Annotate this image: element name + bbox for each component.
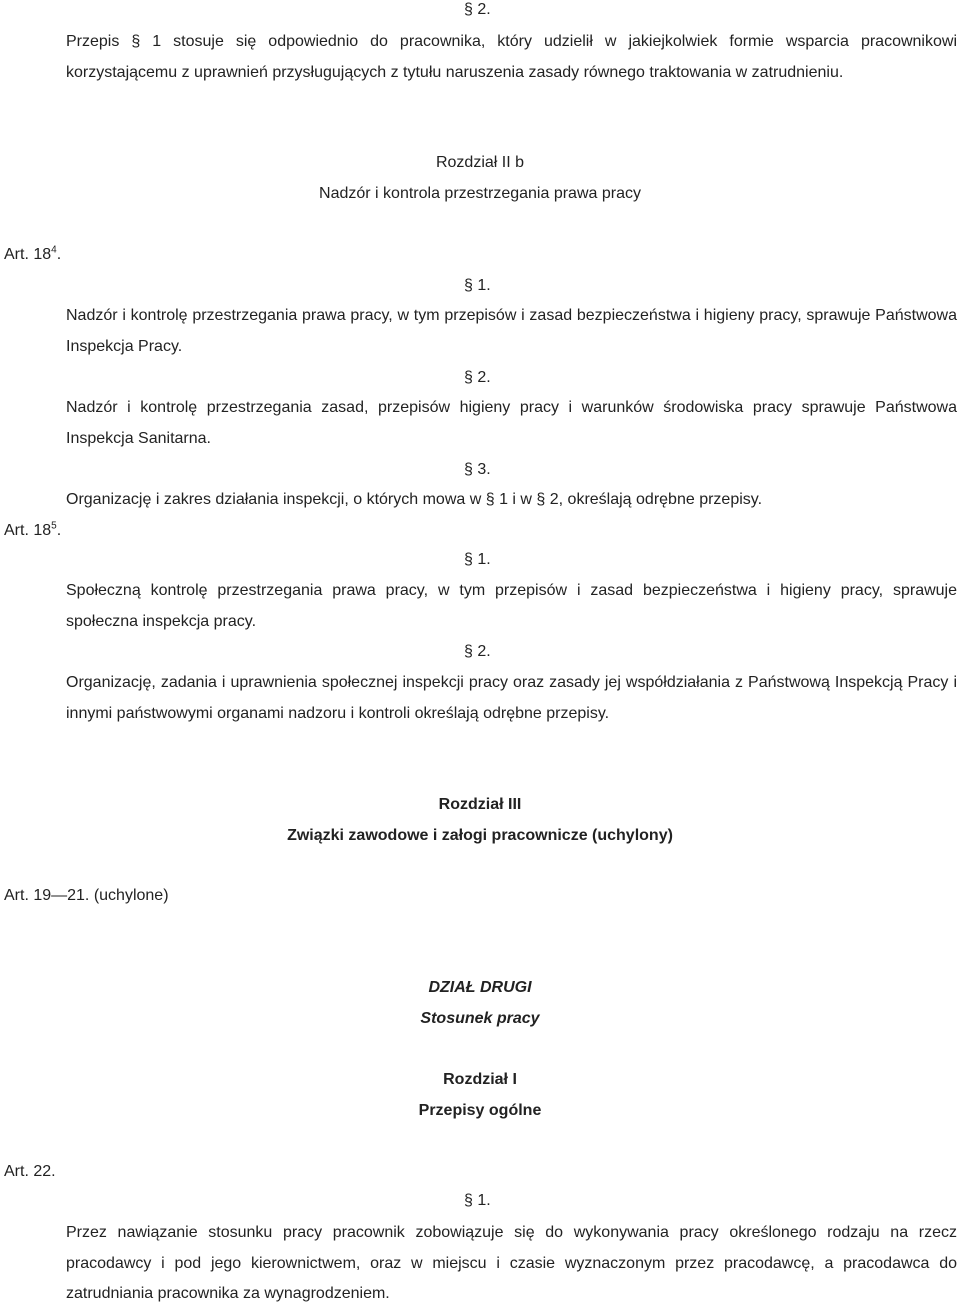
section-number: § 1.	[464, 277, 491, 294]
article-label: Art. $18^4$.	[4, 244, 62, 263]
chapter-title: Nadzór i kontrola przestrzegania prawa pracy	[319, 185, 641, 202]
section-number: § 1.	[464, 1192, 491, 1209]
chapter-heading: Rozdział III	[438, 796, 522, 813]
paragraph-text: Nadzór i kontrolę przestrzegania zasad, przepisów higieny pracy i warunków środowiska pracy sprawuje Państwowa Inspekcja Sanitarna.	[66, 399, 957, 447]
article-label: Art. $18^5$.	[4, 520, 62, 539]
division-title: Stosunek pracy	[420, 1010, 540, 1027]
paragraph-text: Organizację, zadania i uprawnienia społecznej inspekcji pracy oraz zasady jej współdziałania z Państwową Inspekcją Pracy i innymi państwowymi organami nadzoru i kontroli określają odrębne przepisy.	[66, 674, 957, 722]
division-heading: DZIAŁ DRUGI	[428, 979, 532, 996]
paragraph-text: Organizację i zakres działania inspekcji, o których mowa w § 1 i w § 2, określają odrębne przepisy.	[66, 491, 763, 508]
section-number: § 2.	[464, 643, 491, 660]
chapter-heading: Rozdział II b	[435, 154, 525, 171]
paragraph-text: Społeczną kontrolę przestrzegania prawa pracy, w tym przepisów i zasad bezpieczeństwa i higieny pracy, sprawuje społeczna inspekcja pracy.	[66, 582, 957, 630]
paragraph-text: Przez nawiązanie stosunku pracy pracownik zobowiązuje się do wykonywania pracy określonego rodzaju na rzecz pracodawcy i pod jego kierownictwem, oraz w miejscu i czasie wyznaczonym przez pracodawcę, a pracodawca do zatrudniania pracownika za wynagrodzeniem.	[66, 1224, 957, 1302]
chapter-title: Przepisy ogólne	[418, 1102, 542, 1119]
paragraph-text: Przepis § 1 stosuje się odpowiednio do pracownika, który udzielił w jakiejkolwiek formie wsparcia pracownikowi korzystającemu z uprawnień przysługujących z tytułu naruszenia zasady równego traktowania w zatrudnieniu.	[66, 33, 957, 81]
section-number: § 2.	[464, 369, 491, 386]
chapter-heading: Rozdział I	[443, 1071, 517, 1088]
article-label: Art. 22.	[4, 1163, 56, 1180]
section-number: § 1.	[464, 551, 491, 568]
chapter-title: Związki zawodowe i załogi pracownicze (uchylony)	[287, 827, 673, 844]
article-label: Art. 19—21. (uchylone)	[4, 887, 169, 904]
section-number: § 2.	[464, 1, 491, 18]
paragraph-text: Nadzór i kontrolę przestrzegania prawa pracy, w tym przepisów i zasad bezpieczeństwa i higieny pracy, sprawuje Państwowa Inspekcja Pracy.	[66, 307, 957, 355]
section-number: § 3.	[464, 461, 491, 478]
